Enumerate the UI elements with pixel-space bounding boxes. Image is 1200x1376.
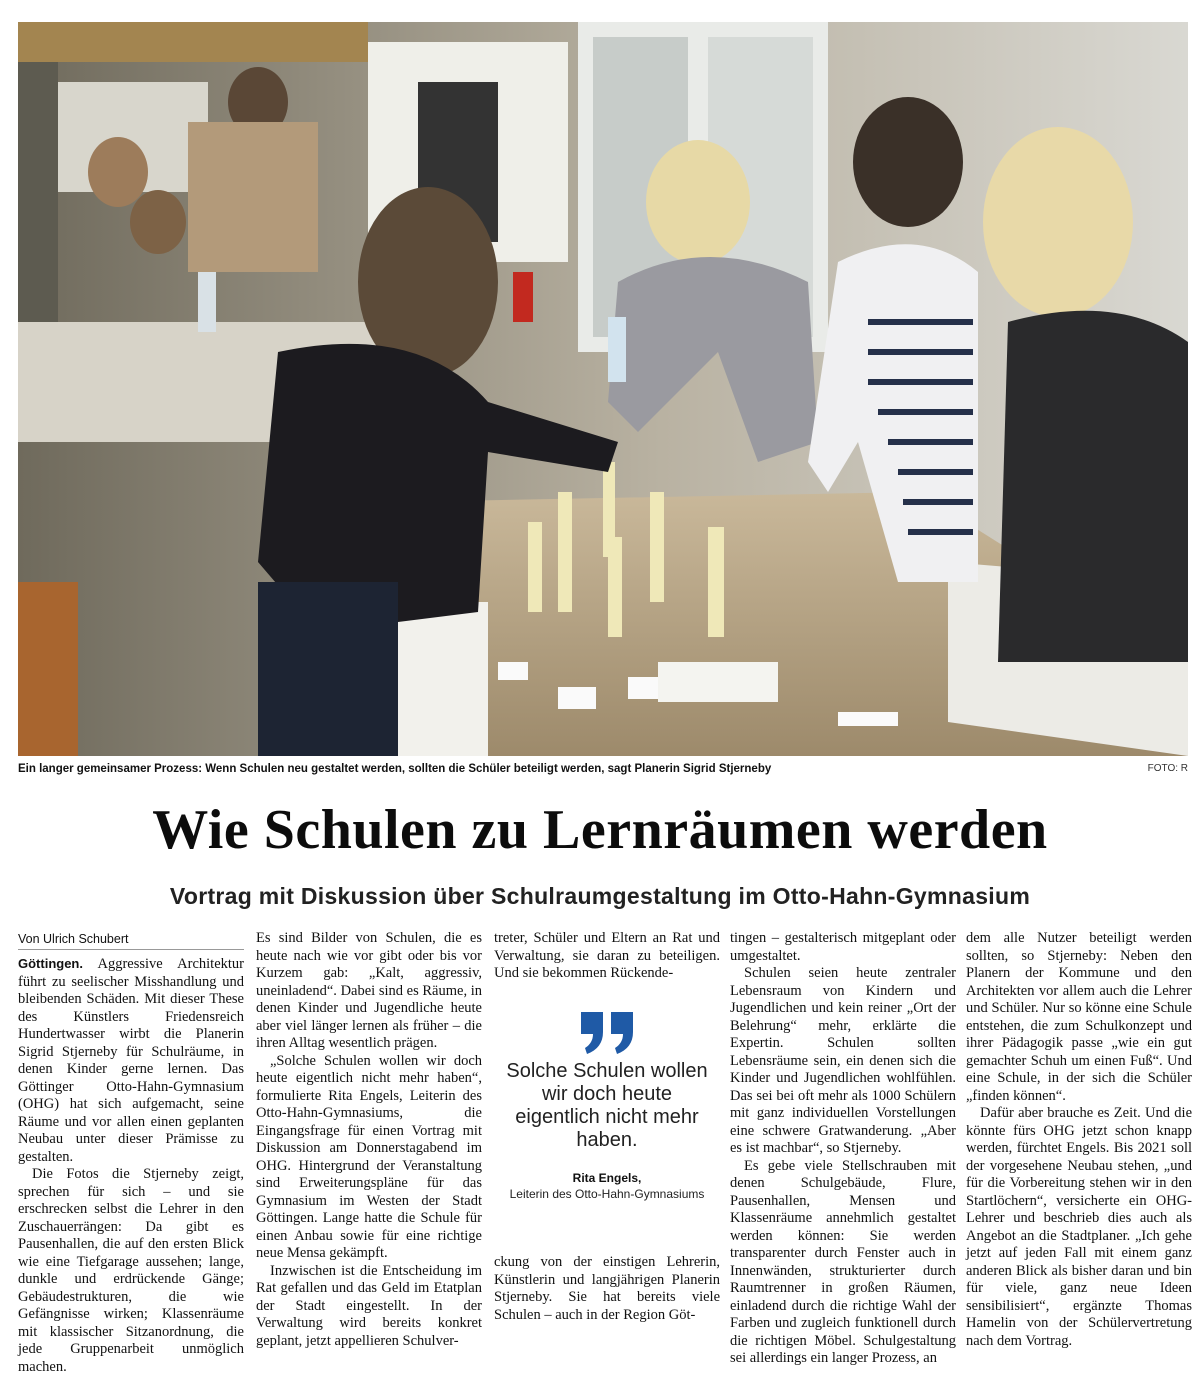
article-column-5 [966, 930, 1192, 1350]
paragraph-text: Aggressive Architektur führt zu seelischer Misshandlung und bleibenden Schäden. Mit dieser These des Künstlers Friedensreich Hundertwasser wirbt die Planerin Sigrid Stjerneby für Schulräume, in denen Kinder gerne lernen. Das Göttinger Otto-Hahn-Gymnasium (OHG) hat sich aufgemacht, seine Räume und vor allen einen geplanten Neubau unter dieser Prämisse zu gestalten. [18, 956, 244, 1165]
headline: Wie Schulen zu Lernräumen werden [152, 799, 1048, 861]
paragraph: Es sind Bilder von Schulen, die es heute nach wie vor gibt oder bis vor Kurzem gab: „Kalt, aggressiv, uneinladend“. Dabei sind es Räume, in denen Kinder und Jugendliche heute aber viel länger lernen als früher – die ihren Alltag wesentlich prägen. [256, 930, 482, 1051]
pull-quote [494, 1000, 720, 1232]
quote-mark-icon [577, 1010, 637, 1054]
paragraph: dem alle Nutzer beteiligt werden sollten, so Stjerneby: Neben den Planern der Kommune und den Architekten vor allem auch die Lehrer und Schüler. Nur so könne eine Schule entstehen, die zum Schulkonzept und ihrer Pädagogik passe „wie ein gut gemachter Schuh um einen Fuß“. Und eine Schule, in der sich die Schüler „finden können“. [966, 930, 1192, 1104]
article-column-2 [256, 930, 482, 1350]
paragraph: Die Fotos die Stjerneby zeigt, sprechen für sich – und sie erschrecken selbst die Lehrer in den Zuschauerrängen: Da gibt es Pausenhallen, die auf den ersten Blick wie eine Tiefgarage aussehen; lange, dunkle und erdrückende Gänge; Gebäudestrukturen, die wie Gefängnisse wirken; Klassenräume mit klassischer Sitzanordnung, die jede Gruppenarbeit unmöglich machen. [18, 1166, 244, 1375]
article-column-1 [18, 930, 244, 1376]
byline: Von Ulrich Schubert [18, 930, 244, 950]
pull-quote-name: Rita Engels, [572, 1171, 642, 1185]
paragraph: Es gebe viele Stellschrauben mit denen Schulgebäude, Flure, Pausenhallen, Mensen und Klassenräume annehmlich gestaltet werden können: Sie werden transparenter durch Fenster auch in Innenwänden, strukturierter durch Raumtrenner in großen Räumen, einladend durch die richtige Wahl der Farben und zugleich funktionell durch die richtigen Möbel. Schulgestaltung sei allerdings ein langer Prozess, an [730, 1157, 956, 1366]
paragraph: Inzwischen ist die Entscheidung im Rat gefallen und das Geld im Etatplan der Stadt eingestellt. In der Verwaltung wird bereits konkret geplant, jetzt appellieren Schulver- [256, 1262, 482, 1349]
article-column-3-bottom [494, 1254, 720, 1324]
article-column-4 [730, 930, 956, 1368]
pull-quote-role: Leiterin des Otto-Hahn-Gymnasiums [509, 1187, 705, 1201]
paragraph: Schulen seien heute zentraler Lebensraum von Kindern und Jugendlichen und kein reiner „Ort der Belehrung“ mehr, erklärte die Expertin. Schulen sollten Lebensräume sein, ein denen sich die Kinder und Jugendlichen wohlfühlen. Das sei bei oft mehr als 1000 Schülern mit ganz individuellen Vorstellungen eine schwere Gratwanderung. „Aber es ist machbar“, so Stjerneby. [730, 965, 956, 1156]
pull-quote-text: Solche Schulen wollen wir doch heute eigentlich nicht mehr haben. [506, 1060, 708, 1151]
subheadline: Vortrag mit Diskussion über Schulraumgestaltung im Otto-Hahn-Gymnasium [169, 883, 1031, 909]
paragraph: treter, Schüler und Eltern an Rat und Verwaltung, sie daran zu beteiligen. Und sie bekommen Rückende- [494, 930, 720, 981]
paragraph: tingen – gestalterisch mitgeplant oder umgestaltet. [730, 930, 956, 964]
article-column-3 [494, 930, 720, 983]
paragraph: „Solche Schulen wollen wir doch heute eigentlich nicht mehr haben“, formulierte Rita Engels, Leiterin des Otto-Hahn-Gymnasiums, die Eingangsfrage für einen Vortrag mit Diskussion am Donnerstagabend im OHG. Hintergrund der Veranstaltung sind Erweiterungspläne für das Gymnasium im Westen der Stadt Göttingen. Lange hatte die Schule für einen Anbau sowie für eine richtige neue Mensa gekämpft. [256, 1052, 482, 1261]
photo-caption: Ein langer gemeinsamer Prozess: Wenn Schulen neu gestaltet werden, sollten die Schüler beteiligt werden, sagt Planerin Sigrid Stjerneby [18, 763, 772, 775]
paragraph: ckung von der einstigen Lehrerin, Künstlerin und langjährigen Planerin Stjerneby. Sie hat bereits viele Schulen – auch in der Region Göt- [494, 1254, 720, 1323]
paragraph [18, 955, 244, 1166]
paragraph: Dafür aber brauche es Zeit. Und die könnte fürs OHG jetzt schon knapp werden, fürchtet Engels. Bis 2021 soll der vorgesehene Neubau stehen, „und für die Vorbereitung stehen wir in den Startlöchern“, versicherte ein OHG-Lehrer und beschrieb dies auch als Angebot an die Stadtplaner. „Ich gehe jetzt auf jeden Fall mit einem ganz anderen Blick als bisher daran und bin für viele, ganz neue Ideen sensibilisiert“, ergänzte Thomas Hamelin von der Schülervertretung nach dem Vortrag. [966, 1105, 1192, 1349]
dateline: Göttingen. [18, 956, 83, 971]
article-photo [18, 22, 1188, 756]
photo-credit: FOTO: R [1147, 763, 1188, 774]
